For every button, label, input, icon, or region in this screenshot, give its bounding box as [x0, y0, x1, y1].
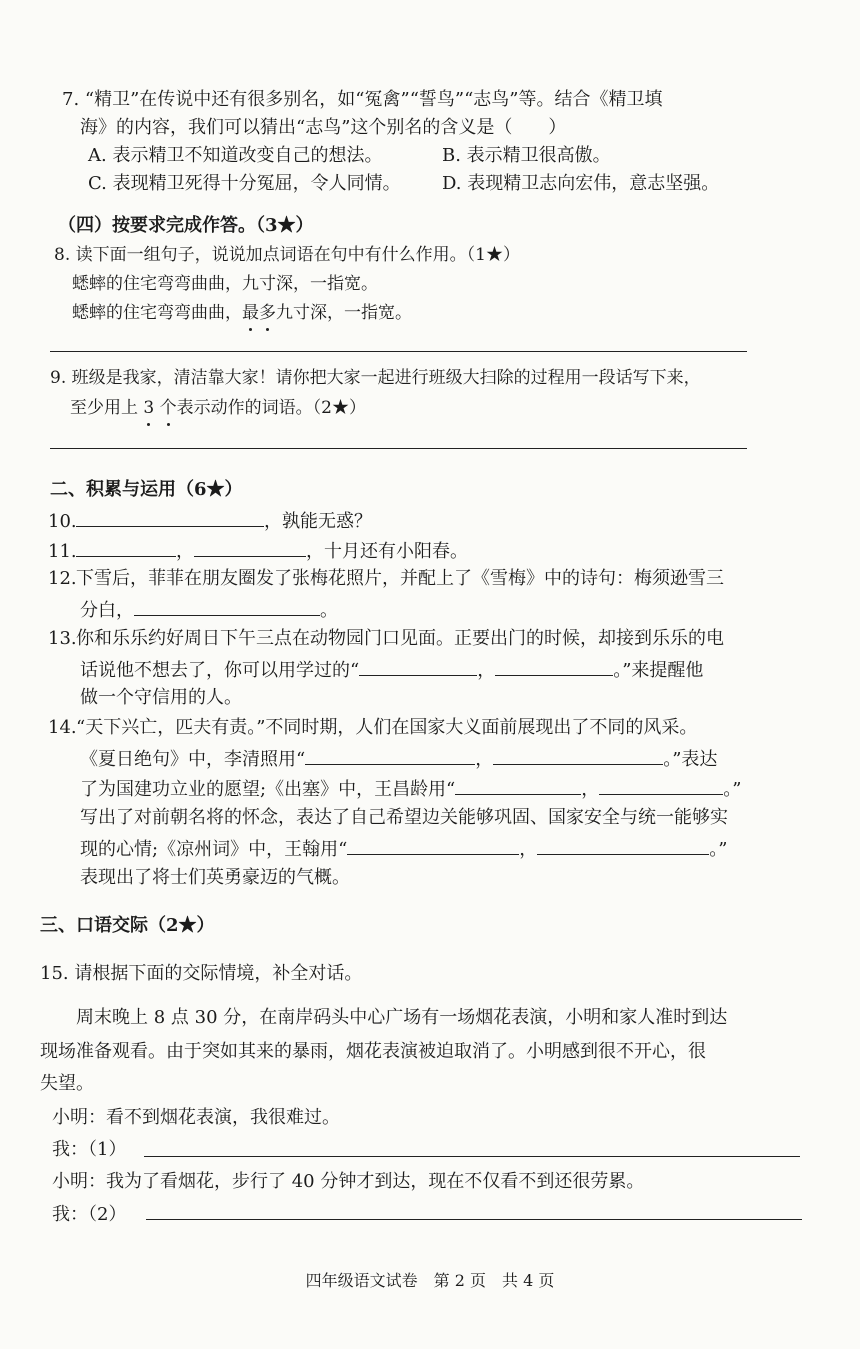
q10-tail: ，孰能无惑？: [264, 511, 372, 532]
q9-line2: [70, 396, 366, 420]
q14-l5-pre: 现的心情;《凉州词》中，王翰用“: [80, 839, 348, 860]
q13-tail: 。”来提醒他: [613, 660, 704, 681]
q9-line1: 9. 班级是我家，清洁靠大家！请你把大家一起进行班级大扫除的过程用一段话写下来，: [50, 368, 701, 388]
q11: [48, 538, 468, 564]
q14-line3: [80, 776, 741, 802]
q14-line5: [80, 836, 727, 862]
q12-pre: 分白，: [80, 600, 134, 621]
q12-blank[interactable]: [134, 597, 320, 616]
q9-l2-post: 表示动作的词语。（2★）: [176, 398, 366, 418]
q14-l3-pre: 了为国建功立业的愿望;《出塞》中，王昌龄用“: [80, 779, 456, 800]
q12-line1: [48, 567, 724, 591]
q10-blank[interactable]: [76, 508, 264, 527]
q11-comma: ，: [176, 541, 194, 562]
q15-scenario-line3: 失望。: [40, 1073, 94, 1094]
q12-tail: 。: [320, 600, 338, 621]
q7-option-b: B. 表示精卫很高傲。: [442, 145, 611, 166]
q13-pre: 话说他不想去了，你可以用学过的“: [80, 660, 360, 681]
q14-line4: 写出了对前朝名将的怀念，表达了自己希望边关能够巩固、国家安全与统一能够实: [80, 807, 728, 828]
q7-option-a: A. 表示精卫不知道改变自己的想法。: [88, 145, 383, 166]
q14-l2-tail: 。”表达: [663, 749, 718, 770]
q7-option-c: C. 表现精卫死得十分冤屈，令人同情。: [88, 173, 401, 194]
q15-prompt: 15. 请根据下面的交际情境，补全对话。: [40, 963, 363, 984]
q8-sentence-1: 蟋蟀的住宅弯弯曲曲，九寸深，一指宽。: [72, 274, 378, 294]
q14-blank-2[interactable]: [493, 746, 663, 765]
q9-l2-pre: 至少用上: [70, 398, 144, 418]
q14-l5-tail: 。”: [709, 839, 728, 860]
q14-number: 14.: [48, 717, 77, 738]
q14-blank-6[interactable]: [537, 836, 709, 855]
emphasis-word-zui: 最: [242, 303, 259, 323]
q13-text1: 你和乐乐约好周日下午三点在动物园门口见面。正要出门的时候，却接到乐乐的电: [76, 628, 724, 649]
emphasis-3: 3: [143, 398, 155, 418]
q15-scenario-line1: 周末晚上 8 点 30 分，在南岸码头中心广场有一场烟花表演，小明和家人准时到达: [76, 1007, 728, 1028]
q8-answer-line[interactable]: [50, 351, 747, 352]
q13-number: 13.: [48, 628, 77, 649]
q9-answer-line[interactable]: [50, 448, 747, 449]
q11-number: 11.: [48, 541, 77, 562]
q13-blank-1[interactable]: [359, 657, 477, 676]
section4-heading: （四）按要求完成作答。（3★）: [58, 215, 314, 236]
q11-tail: ，十月还有小阳春。: [306, 541, 468, 562]
q7-option-d: D. 表现精卫志向宏伟，意志坚强。: [442, 173, 720, 194]
q13-comma: ，: [477, 660, 496, 681]
section2-heading: 二、积累与运用（6★）: [50, 479, 243, 500]
q14-text1: “天下兴亡，匹夫有责。”不同时期，人们在国家大义面前展现出了不同的风采。: [76, 717, 698, 738]
section3-heading: 三、口语交际（2★）: [40, 915, 215, 936]
emphasis-ge: 个: [159, 398, 177, 418]
q12-line2: [80, 597, 338, 623]
q13-blank-2[interactable]: [495, 657, 613, 676]
q14-line1: [48, 716, 697, 740]
q14-line6: 表现出了将士们英勇豪迈的气概。: [80, 867, 350, 888]
q13-line1: [48, 627, 724, 651]
q8-s2-pre: 蟋蟀的住宅弯弯曲曲，: [72, 303, 242, 323]
q8-sentence-2: [72, 301, 412, 325]
q14-l5-comma: ，: [519, 839, 538, 860]
q10-number: 10.: [48, 511, 77, 532]
page-footer: 四年级语文试卷 第 2 页 共 4 页: [305, 1271, 555, 1290]
q12-number: 12.: [48, 568, 77, 589]
q7-line1: 7. “精卫”在传说中还有很多别名，如“冤禽”“誓鸟”“志鸟”等。结合《精卫填: [62, 89, 663, 110]
q8-prompt: 8. 读下面一组句子，说说加点词语在句中有什么作用。（1★）: [54, 245, 520, 265]
q12-text1: 下雪后，菲菲在朋友圈发了张梅花照片，并配上了《雪梅》中的诗句：梅须逊雪三: [76, 568, 724, 589]
q15-answer-line-2[interactable]: [146, 1219, 802, 1220]
q15-answer-line-1[interactable]: [144, 1156, 800, 1157]
q11-blank-1[interactable]: [76, 538, 176, 557]
q13-line2: [80, 657, 703, 683]
q14-l2-pre: 《夏日绝句》中，李清照用“: [80, 749, 306, 770]
q14-l3-tail: 。”: [723, 779, 742, 800]
q10: [48, 508, 372, 534]
q13-line3: 做一个守信用的人。: [80, 687, 242, 708]
q14-l2-comma: ，: [475, 749, 494, 770]
q11-blank-2[interactable]: [194, 538, 306, 557]
q14-l3-comma: ，: [581, 779, 600, 800]
q14-line2: [80, 746, 717, 772]
q15-dialog-me-2: 我：（2）: [52, 1204, 127, 1225]
q14-blank-4[interactable]: [599, 776, 723, 795]
q15-dialog-me-1: 我：（1）: [52, 1139, 127, 1160]
q8-s2-post: 九寸深，一指宽。: [276, 303, 412, 323]
q14-blank-1[interactable]: [305, 746, 475, 765]
q7-line2: 海》的内容，我们可以猜出“志鸟”这个别名的含义是（ ）: [80, 117, 567, 138]
q14-blank-3[interactable]: [455, 776, 581, 795]
emphasis-word-duo: 多: [259, 303, 276, 323]
q15-dialog-xiaoming-2: 小明：我为了看烟花，步行了 40 分钟才到达，现在不仅看不到还很劳累。: [52, 1171, 645, 1192]
q14-blank-5[interactable]: [347, 836, 519, 855]
q15-scenario-line2: 现场准备观看。由于突如其来的暴雨，烟花表演被迫取消了。小明感到很不开心，很: [40, 1041, 706, 1062]
q15-dialog-xiaoming-1: 小明：看不到烟花表演，我很难过。: [52, 1107, 340, 1128]
